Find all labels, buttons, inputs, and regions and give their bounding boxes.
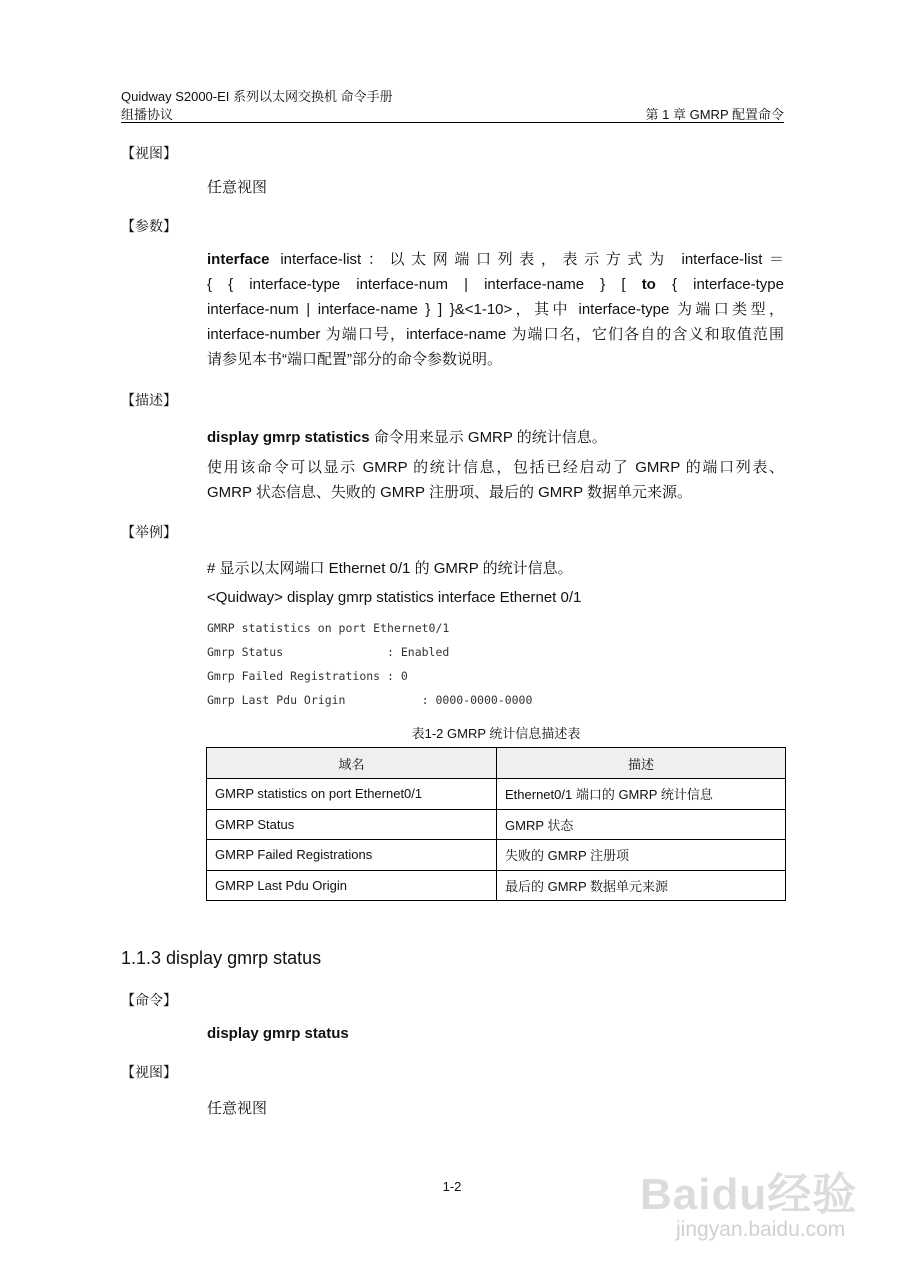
header-title: Quidway S2000-EI 系列以太网交换机 命令手册 <box>121 89 393 104</box>
example-section-label: 【举例】 <box>121 524 177 540</box>
table-row <box>207 779 786 810</box>
table-row <box>207 840 786 871</box>
desc-section-label: 【描述】 <box>121 392 177 408</box>
view-section-label: 【视图】 <box>121 145 177 161</box>
params-line-2-b: { interface-type <box>655 276 784 293</box>
keyword-display-gmrp-status: display gmrp status <box>207 1025 349 1042</box>
header-chapter: 第 1 章 GMRP 配置命令 <box>645 107 784 122</box>
gmrp-statistics-table <box>206 747 786 901</box>
example-command: <Quidway> display gmrp statistics interface Ethernet 0/1 <box>207 589 582 606</box>
cmd-section-label: 【命令】 <box>121 992 177 1008</box>
watermark-url: jingyan.baidu.com <box>676 1218 846 1241</box>
desc-line-3: GMRP 状态信息、失败的 GMRP 注册项、最后的 GMRP 数据单元来源。 <box>207 484 693 501</box>
params-line-1-text: interface-list：以太网端口列表，表示方式为 interface-list＝ <box>269 251 784 268</box>
watermark-logo: Baidu经验 <box>640 1170 858 1219</box>
params-line-5: 请参见本书“端口配置”部分的命令参数说明。 <box>207 351 502 368</box>
desc-line-1 <box>207 426 607 447</box>
desc-line-1-text: 命令用来显示 GMRP 的统计信息。 <box>369 429 607 446</box>
params-line-2 <box>207 272 784 297</box>
table-row <box>207 809 786 840</box>
table-header-cell: 域名 <box>207 748 497 779</box>
table-cell: GMRP 状态 <box>497 809 786 840</box>
page-number: 1-2 <box>442 1179 462 1194</box>
example-comment: # 显示以太网端口 Ethernet 0/1 的 GMRP 的统计信息。 <box>207 560 573 577</box>
params-line-2-a: { { interface-type interface-num | interface-name } [ <box>207 276 642 293</box>
table-cell: GMRP Status <box>207 809 497 840</box>
table-cell: GMRP statistics on port Ethernet0/1 <box>207 779 497 810</box>
output-line-1: GMRP statistics on port Ethernet0/1 <box>207 621 450 635</box>
table-caption: 表1-2 GMRP 统计信息描述表 <box>411 726 581 741</box>
table-header-cell: 描述 <box>497 748 786 779</box>
command-text <box>207 1025 349 1042</box>
output-line-4: Gmrp Last Pdu Origin : 0000-0000-0000 <box>207 693 533 707</box>
output-line-3: Gmrp Failed Registrations : 0 <box>207 669 408 683</box>
table-cell: GMRP Last Pdu Origin <box>207 870 497 901</box>
params-line-1 <box>207 247 784 272</box>
baidu-watermark <box>640 1150 902 1278</box>
table-header-row <box>207 748 786 779</box>
table-cell: GMRP Failed Registrations <box>207 840 497 871</box>
table-cell: Ethernet0/1 端口的 GMRP 统计信息 <box>497 779 786 810</box>
header-divider <box>121 122 784 123</box>
view-text: 任意视图 <box>207 179 268 196</box>
section-heading: 1.1.3 display gmrp status <box>121 948 322 968</box>
view2-text: 任意视图 <box>207 1100 268 1117</box>
params-paragraph <box>207 247 784 372</box>
keyword-interface: interface <box>207 251 270 268</box>
table-cell: 失败的 GMRP 注册项 <box>497 840 786 871</box>
desc-line-2: 使用该命令可以显示 GMRP 的统计信息，包括已经启动了 GMRP 的端口列表、 <box>207 459 784 476</box>
output-line-2: Gmrp Status : Enabled <box>207 645 450 659</box>
params-line-4: interface-number 为端口号，interface-name 为端口名，它们各自的含义和取值范围 <box>207 326 784 343</box>
table-row <box>207 870 786 901</box>
header-subtitle <box>121 104 784 123</box>
params-line-3: interface-num | interface-name } ] }&<1-10>，其中 interface-type 为端口类型， <box>207 301 784 318</box>
table-cell: 最后的 GMRP 数据单元来源 <box>497 870 786 901</box>
desc-paragraph <box>207 455 784 505</box>
keyword-to: to <box>641 276 656 293</box>
view2-section-label: 【视图】 <box>121 1064 177 1080</box>
header-section: 组播协议 <box>121 107 174 122</box>
params-section-label: 【参数】 <box>121 218 177 234</box>
keyword-display-gmrp-statistics: display gmrp statistics <box>207 429 370 446</box>
